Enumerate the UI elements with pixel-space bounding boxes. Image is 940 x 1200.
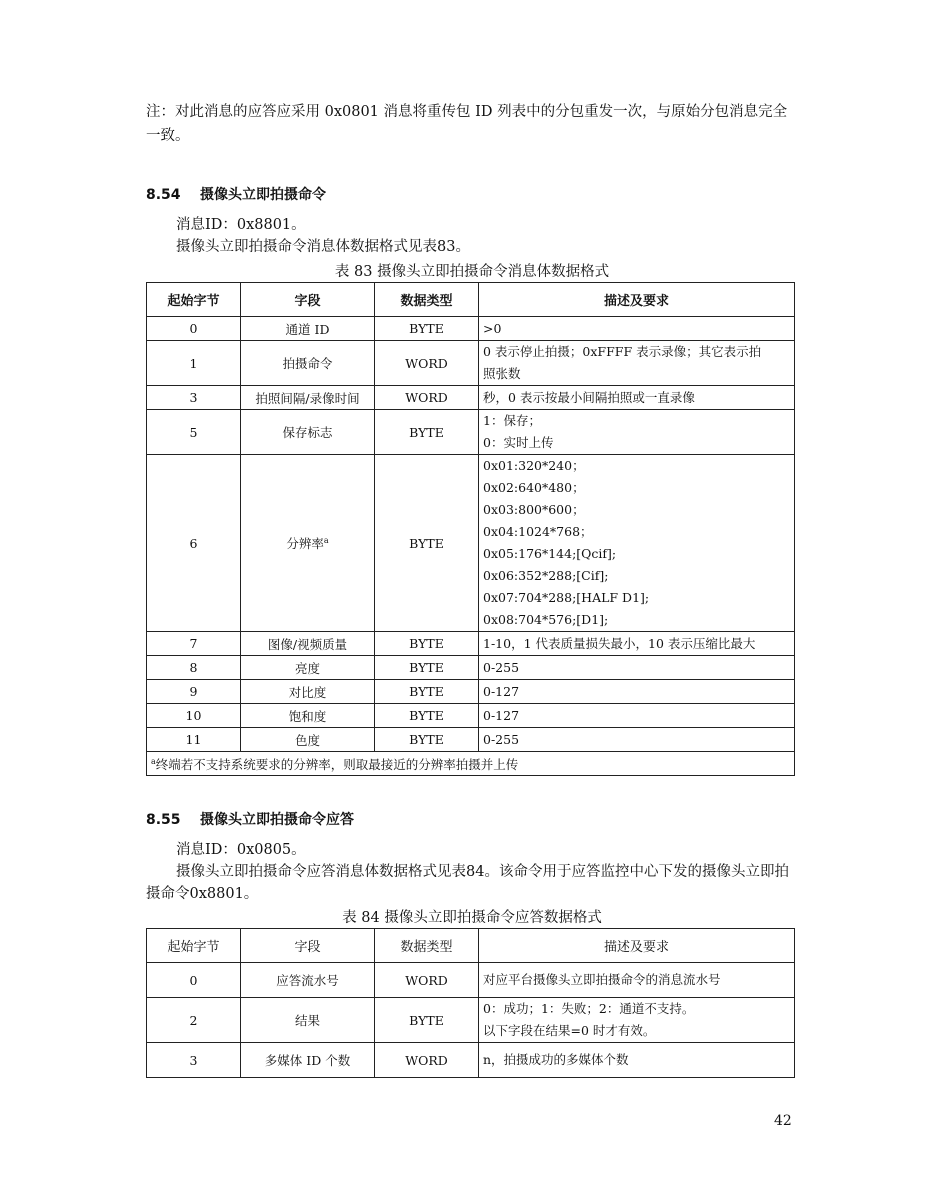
start-byte-cell: 2 (147, 998, 241, 1043)
column-header: 描述及要求 (479, 283, 795, 317)
start-byte-cell: 0 (147, 963, 241, 998)
column-header: 起始字节 (147, 929, 241, 963)
field-cell (241, 410, 375, 455)
description-line: 0x02:640*480； (483, 480, 585, 495)
description-cell (479, 998, 795, 1043)
table-row (147, 704, 795, 728)
start-byte-cell: 10 (147, 704, 241, 728)
field-name: 图像/视频质量 (267, 636, 348, 652)
field-name: 结果 (294, 1013, 320, 1028)
table-row (147, 963, 795, 998)
description-line: 对应平台摄像头立即拍摄命令的消息流水号 (483, 972, 721, 987)
data-type-cell: BYTE (375, 632, 479, 656)
table-row (147, 1043, 795, 1078)
description-line: 0：成功；1：失败；2：通道不支持。 (483, 1001, 695, 1016)
description-line: 0 表示停止拍摄；0xFFFF 表示录像；其它表示拍 (483, 344, 762, 359)
field-name: 对比度 (288, 684, 327, 700)
field-cell (241, 341, 375, 386)
table-83 (146, 282, 795, 776)
data-type-cell: BYTE (375, 656, 479, 680)
section-number: 8.55 (146, 812, 181, 828)
description-line: 0-255 (483, 659, 520, 675)
field-name: 应答流水号 (276, 973, 339, 988)
section-854-body (146, 214, 798, 258)
section-855-body (146, 839, 798, 905)
description-cell (479, 632, 795, 656)
column-header: 数据类型 (375, 929, 479, 963)
description-cell (479, 317, 795, 341)
table-row (147, 341, 795, 386)
description-cell (479, 704, 795, 728)
description-line: 0x06:352*288;[Cif]; (483, 568, 609, 583)
description-cell (479, 1043, 795, 1078)
column-header: 字段 (241, 929, 375, 963)
table-row (147, 998, 795, 1043)
footnote-text: 终端若不支持系统要求的分辨率，则取最接近的分辨率拍摄并上传 (155, 756, 519, 772)
table-row (147, 680, 795, 704)
column-header: 数据类型 (375, 283, 479, 317)
description-cell (479, 455, 795, 632)
section-title: 摄像头立即拍摄命令应答 (200, 812, 354, 828)
start-byte-cell: 6 (147, 455, 241, 632)
field-name: 通道 ID (285, 321, 330, 337)
description-cell (479, 341, 795, 386)
data-type-cell: BYTE (375, 704, 479, 728)
data-type-cell: BYTE (375, 680, 479, 704)
description-line: 秒，0 表示按最小间隔拍照或一直录像 (483, 389, 695, 405)
section-number: 8.54 (146, 187, 181, 203)
data-type-cell: BYTE (375, 410, 479, 455)
field-cell (241, 317, 375, 341)
format-description-text: 摄像头立即拍摄命令消息体数据格式见表83。 (176, 239, 470, 255)
data-type-cell: BYTE (375, 998, 479, 1043)
table-row (147, 455, 795, 632)
data-type-cell: WORD (375, 386, 479, 410)
column-header: 字段 (241, 283, 375, 317)
data-type-cell: BYTE (375, 317, 479, 341)
description-cell (479, 656, 795, 680)
table-row (147, 728, 795, 752)
table-84 (146, 928, 795, 1078)
table-row (147, 317, 795, 341)
field-cell (241, 386, 375, 410)
field-cell (241, 704, 375, 728)
column-header: 起始字节 (147, 283, 241, 317)
description-cell (479, 728, 795, 752)
field-name: 饱和度 (288, 708, 327, 724)
description-line: 1：保存； (483, 413, 541, 428)
start-byte-cell: 3 (147, 1043, 241, 1078)
table-header-row (147, 283, 795, 317)
field-cell (241, 728, 375, 752)
section-heading-8-54 (146, 184, 326, 204)
description-line: 以下字段在结果=0 时才有效。 (483, 1023, 656, 1038)
field-cell (241, 1043, 375, 1078)
start-byte-cell: 9 (147, 680, 241, 704)
description-line: n，拍摄成功的多媒体个数 (483, 1052, 629, 1067)
description-line: 0-127 (483, 707, 520, 723)
field-cell (241, 455, 375, 632)
description-line: 0x07:704*288;[HALF D1]; (483, 590, 650, 605)
start-byte-cell: 5 (147, 410, 241, 455)
description-cell (479, 410, 795, 455)
message-id-text: 消息ID：0x0805。 (176, 842, 306, 858)
description-cell (479, 680, 795, 704)
table-row (147, 386, 795, 410)
page-number: 42 (774, 1113, 792, 1129)
field-name: 拍照间隔/录像时间 (255, 390, 360, 406)
description-line: 0x04:1024*768； (483, 524, 593, 539)
table-row (147, 656, 795, 680)
section-heading-8-55 (146, 809, 354, 829)
description-line: 照张数 (483, 366, 521, 381)
description-line: 0-127 (483, 683, 520, 699)
column-header: 描述及要求 (479, 929, 795, 963)
description-line: 0-255 (483, 731, 520, 747)
table-footnote (147, 752, 795, 776)
description-line: 0x08:704*576;[D1]; (483, 612, 609, 627)
start-byte-cell: 0 (147, 317, 241, 341)
table-row (147, 410, 795, 455)
field-cell (241, 632, 375, 656)
field-cell (241, 680, 375, 704)
data-type-cell: BYTE (375, 728, 479, 752)
description-cell (479, 386, 795, 410)
data-type-cell: BYTE (375, 455, 479, 632)
start-byte-cell: 8 (147, 656, 241, 680)
description-line: 0：实时上传 (483, 435, 554, 450)
data-type-cell: WORD (375, 341, 479, 386)
description-cell (479, 963, 795, 998)
field-cell (241, 998, 375, 1043)
format-description-text: 摄像头立即拍摄命令应答消息体数据格式见表84。该命令用于应答监控中心下发的摄像头立即拍摄命令0x8801。 (146, 864, 789, 902)
data-type-cell: WORD (375, 963, 479, 998)
start-byte-cell: 1 (147, 341, 241, 386)
field-name: 亮度 (294, 660, 320, 676)
table-footnote-row (147, 752, 795, 776)
section-title: 摄像头立即拍摄命令 (200, 187, 326, 203)
footnote-marker: a (151, 756, 156, 766)
table-header-row (147, 929, 795, 963)
description-line: 1-10，1 代表质量损失最小，10 表示压缩比最大 (483, 635, 756, 651)
description-line: >0 (483, 320, 502, 336)
field-name: 多媒体 ID 个数 (264, 1053, 351, 1068)
description-line: 0x03:800*600； (483, 502, 585, 517)
field-name: 拍摄命令 (282, 356, 333, 371)
data-type-cell: WORD (375, 1043, 479, 1078)
message-id-text: 消息ID：0x8801。 (176, 217, 306, 233)
note-paragraph: 注：对此消息的应答应采用 0x0801 消息将重传包 ID 列表中的分包重发一次，与原始分包消息完全一致。 (146, 104, 788, 144)
field-cell (241, 963, 375, 998)
start-byte-cell: 7 (147, 632, 241, 656)
description-line: 0x01:320*240； (483, 458, 585, 473)
field-name: 色度 (294, 732, 320, 748)
start-byte-cell: 11 (147, 728, 241, 752)
table-84-caption: 表 84 摄像头立即拍摄命令应答数据格式 (342, 910, 602, 926)
table-row (147, 632, 795, 656)
field-name: 分辨率 (286, 536, 324, 551)
field-cell (241, 656, 375, 680)
start-byte-cell: 3 (147, 386, 241, 410)
table-83-caption: 表 83 摄像头立即拍摄命令消息体数据格式 (334, 264, 610, 280)
field-name: 保存标志 (282, 425, 333, 440)
footnote-marker: a (323, 535, 329, 545)
description-line: 0x05:176*144;[Qcif]; (483, 546, 617, 561)
